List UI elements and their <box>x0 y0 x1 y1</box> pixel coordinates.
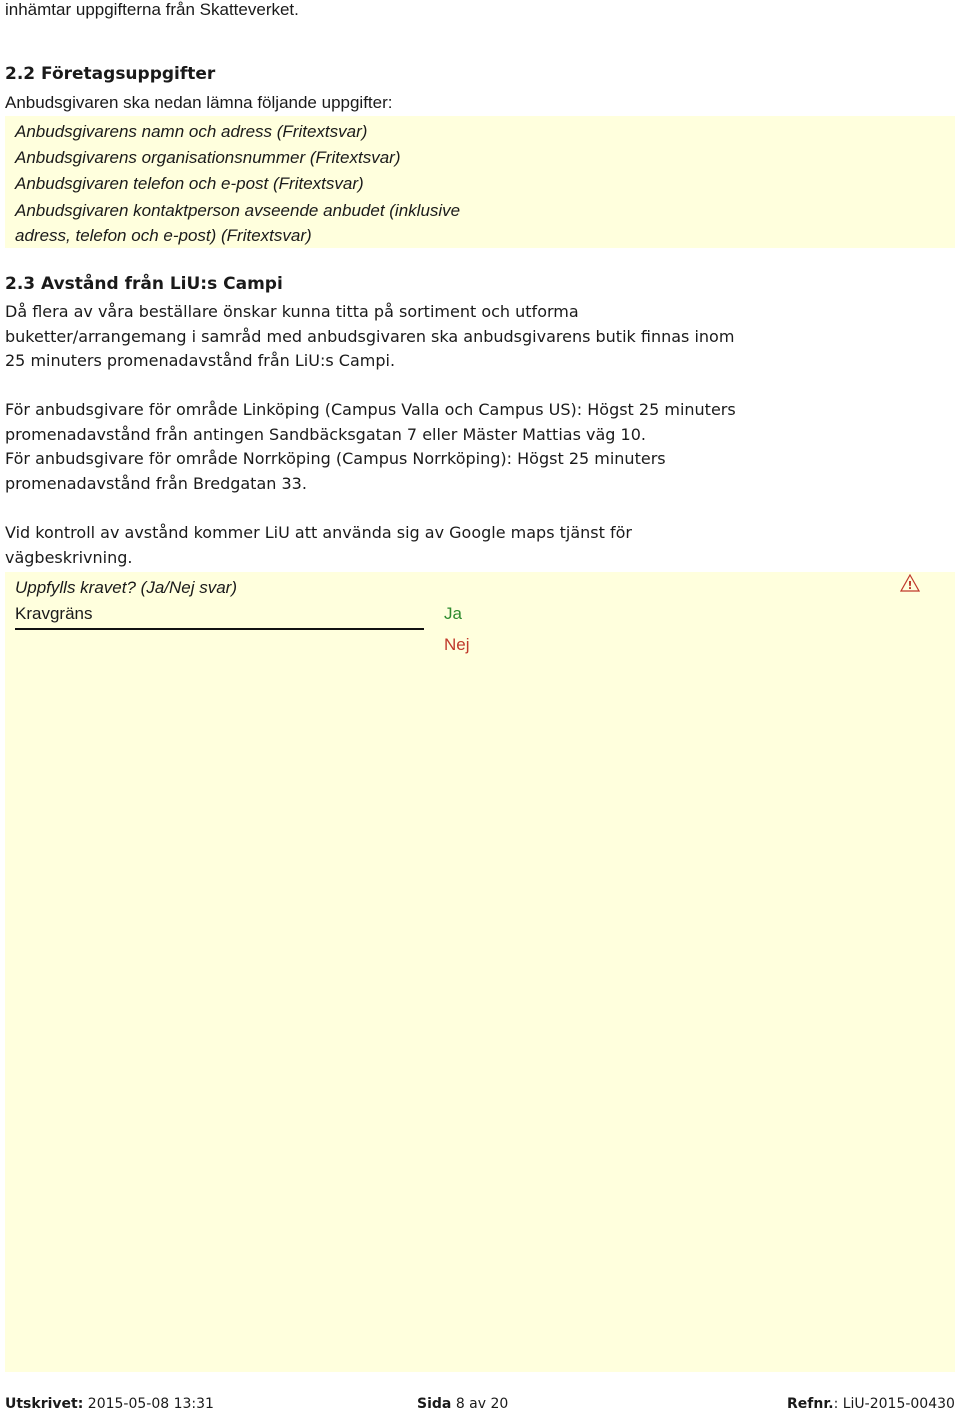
answer-option-nej[interactable]: Nej <box>444 635 470 654</box>
paragraph-line: Vid kontroll av avstånd kommer LiU att använda sig av Google maps tjänst för <box>5 523 632 542</box>
footer-page-label: Sida <box>417 1396 452 1412</box>
kravgrans-line <box>15 628 424 630</box>
section-2-3-heading: 2.3 Avstånd från LiU:s Campi <box>5 274 283 294</box>
paragraph-line: För anbudsgivare för område Linköping (Campus Valla och Campus US): Högst 25 minuters <box>5 400 736 419</box>
section-2-2-heading: 2.2 Företagsuppgifter <box>5 64 216 84</box>
footer-ref-label: Refnr. <box>787 1396 834 1412</box>
paragraph-line: promenadavstånd från Bredgatan 33. <box>5 474 307 493</box>
footer-ref-value: : LiU-2015-00430 <box>833 1396 955 1412</box>
footer-printed <box>5 1396 214 1412</box>
footer-page <box>417 1396 508 1412</box>
section-2-2-intro: Anbudsgivaren ska nedan lämna följande uppgifter: <box>5 93 393 112</box>
svg-text:!: ! <box>907 579 913 592</box>
kravgrans-label: Kravgräns <box>15 604 93 623</box>
paragraph-line: 25 minuters promenadavstånd från LiU:s Campi. <box>5 351 396 370</box>
list-item: Anbudsgivarens namn och adress (Fritextsvar) <box>15 122 368 141</box>
list-item: Anbudsgivarens organisationsnummer (Fritextsvar) <box>15 148 401 167</box>
answer-box <box>5 572 955 1372</box>
footer-ref <box>787 1396 955 1412</box>
paragraph-line: För anbudsgivare för område Norrköping (Campus Norrköping): Högst 25 minuters <box>5 449 666 468</box>
warning-icon <box>900 574 920 592</box>
list-item: adress, telefon och e-post) (Fritextsvar) <box>15 226 312 245</box>
footer-printed-value: 2015-05-08 13:31 <box>87 1396 214 1412</box>
list-item: Anbudsgivaren telefon och e-post (Fritextsvar) <box>15 174 364 193</box>
answer-option-ja[interactable]: Ja <box>444 604 462 623</box>
paragraph-line: promenadavstånd från antingen Sandbäcksgatan 7 eller Mäster Mattias väg 10. <box>5 425 646 444</box>
footer-page-value: 8 av 20 <box>455 1396 509 1412</box>
top-text: inhämtar uppgifterna från Skatteverket. <box>5 0 299 19</box>
list-item: Anbudsgivaren kontaktperson avseende anbudet (inklusive <box>15 201 461 220</box>
paragraph-line: buketter/arrangemang i samråd med anbudsgivaren ska anbudsgivarens butik finnas inom <box>5 327 735 346</box>
paragraph-line: vägbeskrivning. <box>5 548 133 567</box>
paragraph-line: Då flera av våra beställare önskar kunna titta på sortiment och utforma <box>5 302 579 321</box>
footer-printed-label: Utskrivet: <box>5 1396 84 1412</box>
question-label: Uppfylls kravet? (Ja/Nej svar) <box>15 578 238 597</box>
